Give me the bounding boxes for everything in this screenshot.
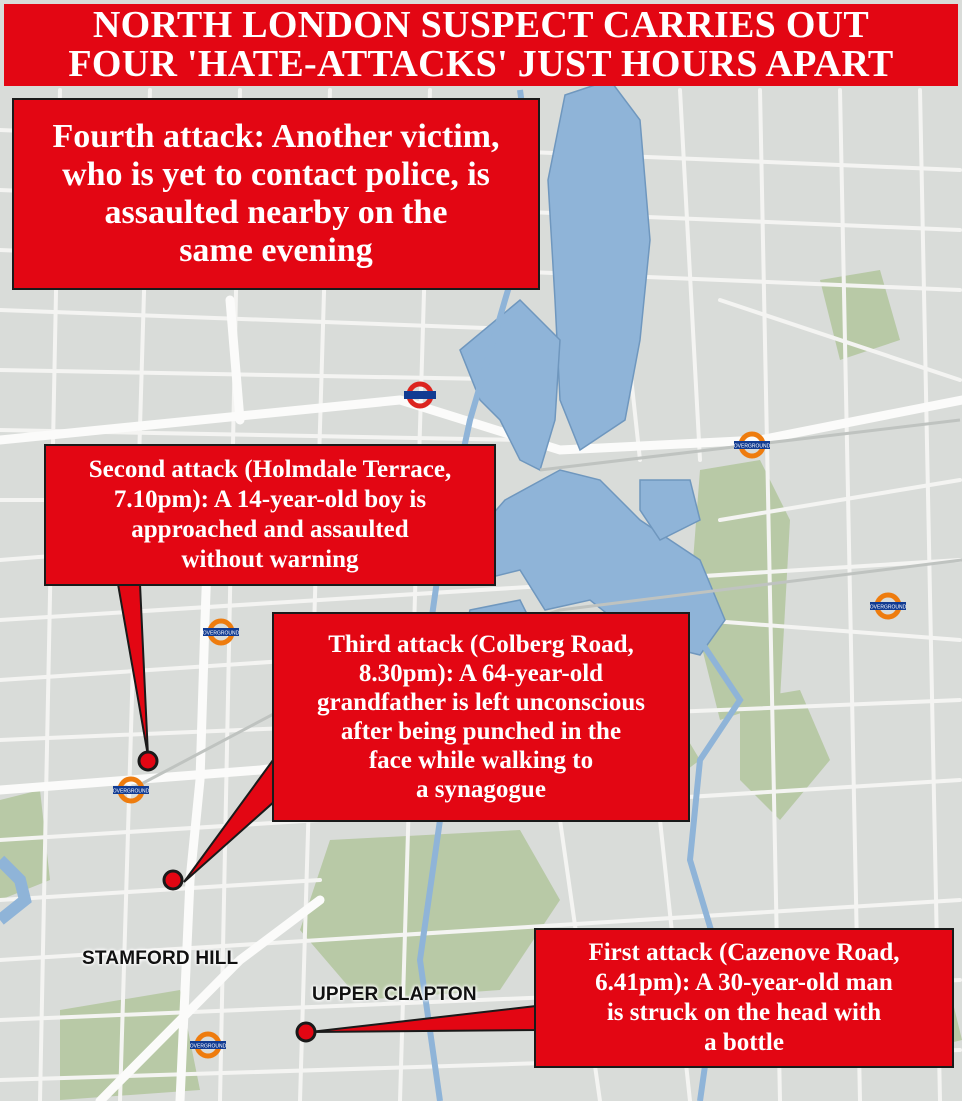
overground-label: OVERGROUND — [112, 788, 150, 795]
headline-line-2: FOUR 'HATE-ATTACKS' JUST HOURS APART — [68, 43, 894, 85]
callout-line: approached and assaulted — [131, 516, 409, 543]
callout-line: same evening — [179, 232, 373, 269]
callout-line: who is yet to contact police, is — [62, 156, 490, 193]
headline-line-1: NORTH LONDON SUSPECT CARRIES OUT — [92, 4, 870, 46]
callout-line: 6.41pm): A 30-year-old man — [595, 969, 893, 996]
callout-line: Third attack (Colberg Road, — [328, 631, 634, 658]
callout-line: after being punched in the — [340, 718, 622, 745]
callout-line: assaulted nearby on the — [104, 194, 448, 231]
overground-label: OVERGROUND — [869, 604, 907, 611]
overground-label: OVERGROUND — [733, 443, 771, 450]
callout-line: Second attack (Holmdale Terrace, — [88, 456, 452, 483]
callout-first-attack — [534, 928, 954, 1068]
callout-line: First attack (Cazenove Road, — [588, 939, 900, 966]
callout-line: is struck on the head with — [606, 999, 882, 1026]
callout-line: 7.10pm): A 14-year-old boy is — [113, 486, 427, 513]
callout-line: grandfather is left unconscious — [316, 689, 646, 716]
callout-line: 8.30pm): A 64-year-old — [358, 660, 604, 687]
callout-line: a bottle — [704, 1029, 784, 1056]
callout-line: Fourth attack: Another victim, — [52, 118, 500, 155]
overground-label: OVERGROUND — [189, 1043, 227, 1050]
callout-second-attack — [44, 444, 496, 586]
callout-line: without warning — [181, 546, 359, 573]
place-label-upper-clapton: UPPER CLAPTON — [312, 984, 477, 1005]
place-label-stamford-hill: STAMFORD HILL — [82, 948, 239, 969]
headline-banner — [4, 4, 958, 86]
callout-third-attack — [272, 612, 690, 822]
callout-line: a synagogue — [416, 776, 546, 803]
callout-line: face while walking to — [368, 747, 594, 774]
callout-fourth-attack — [12, 98, 540, 290]
overground-label: OVERGROUND — [202, 630, 240, 637]
